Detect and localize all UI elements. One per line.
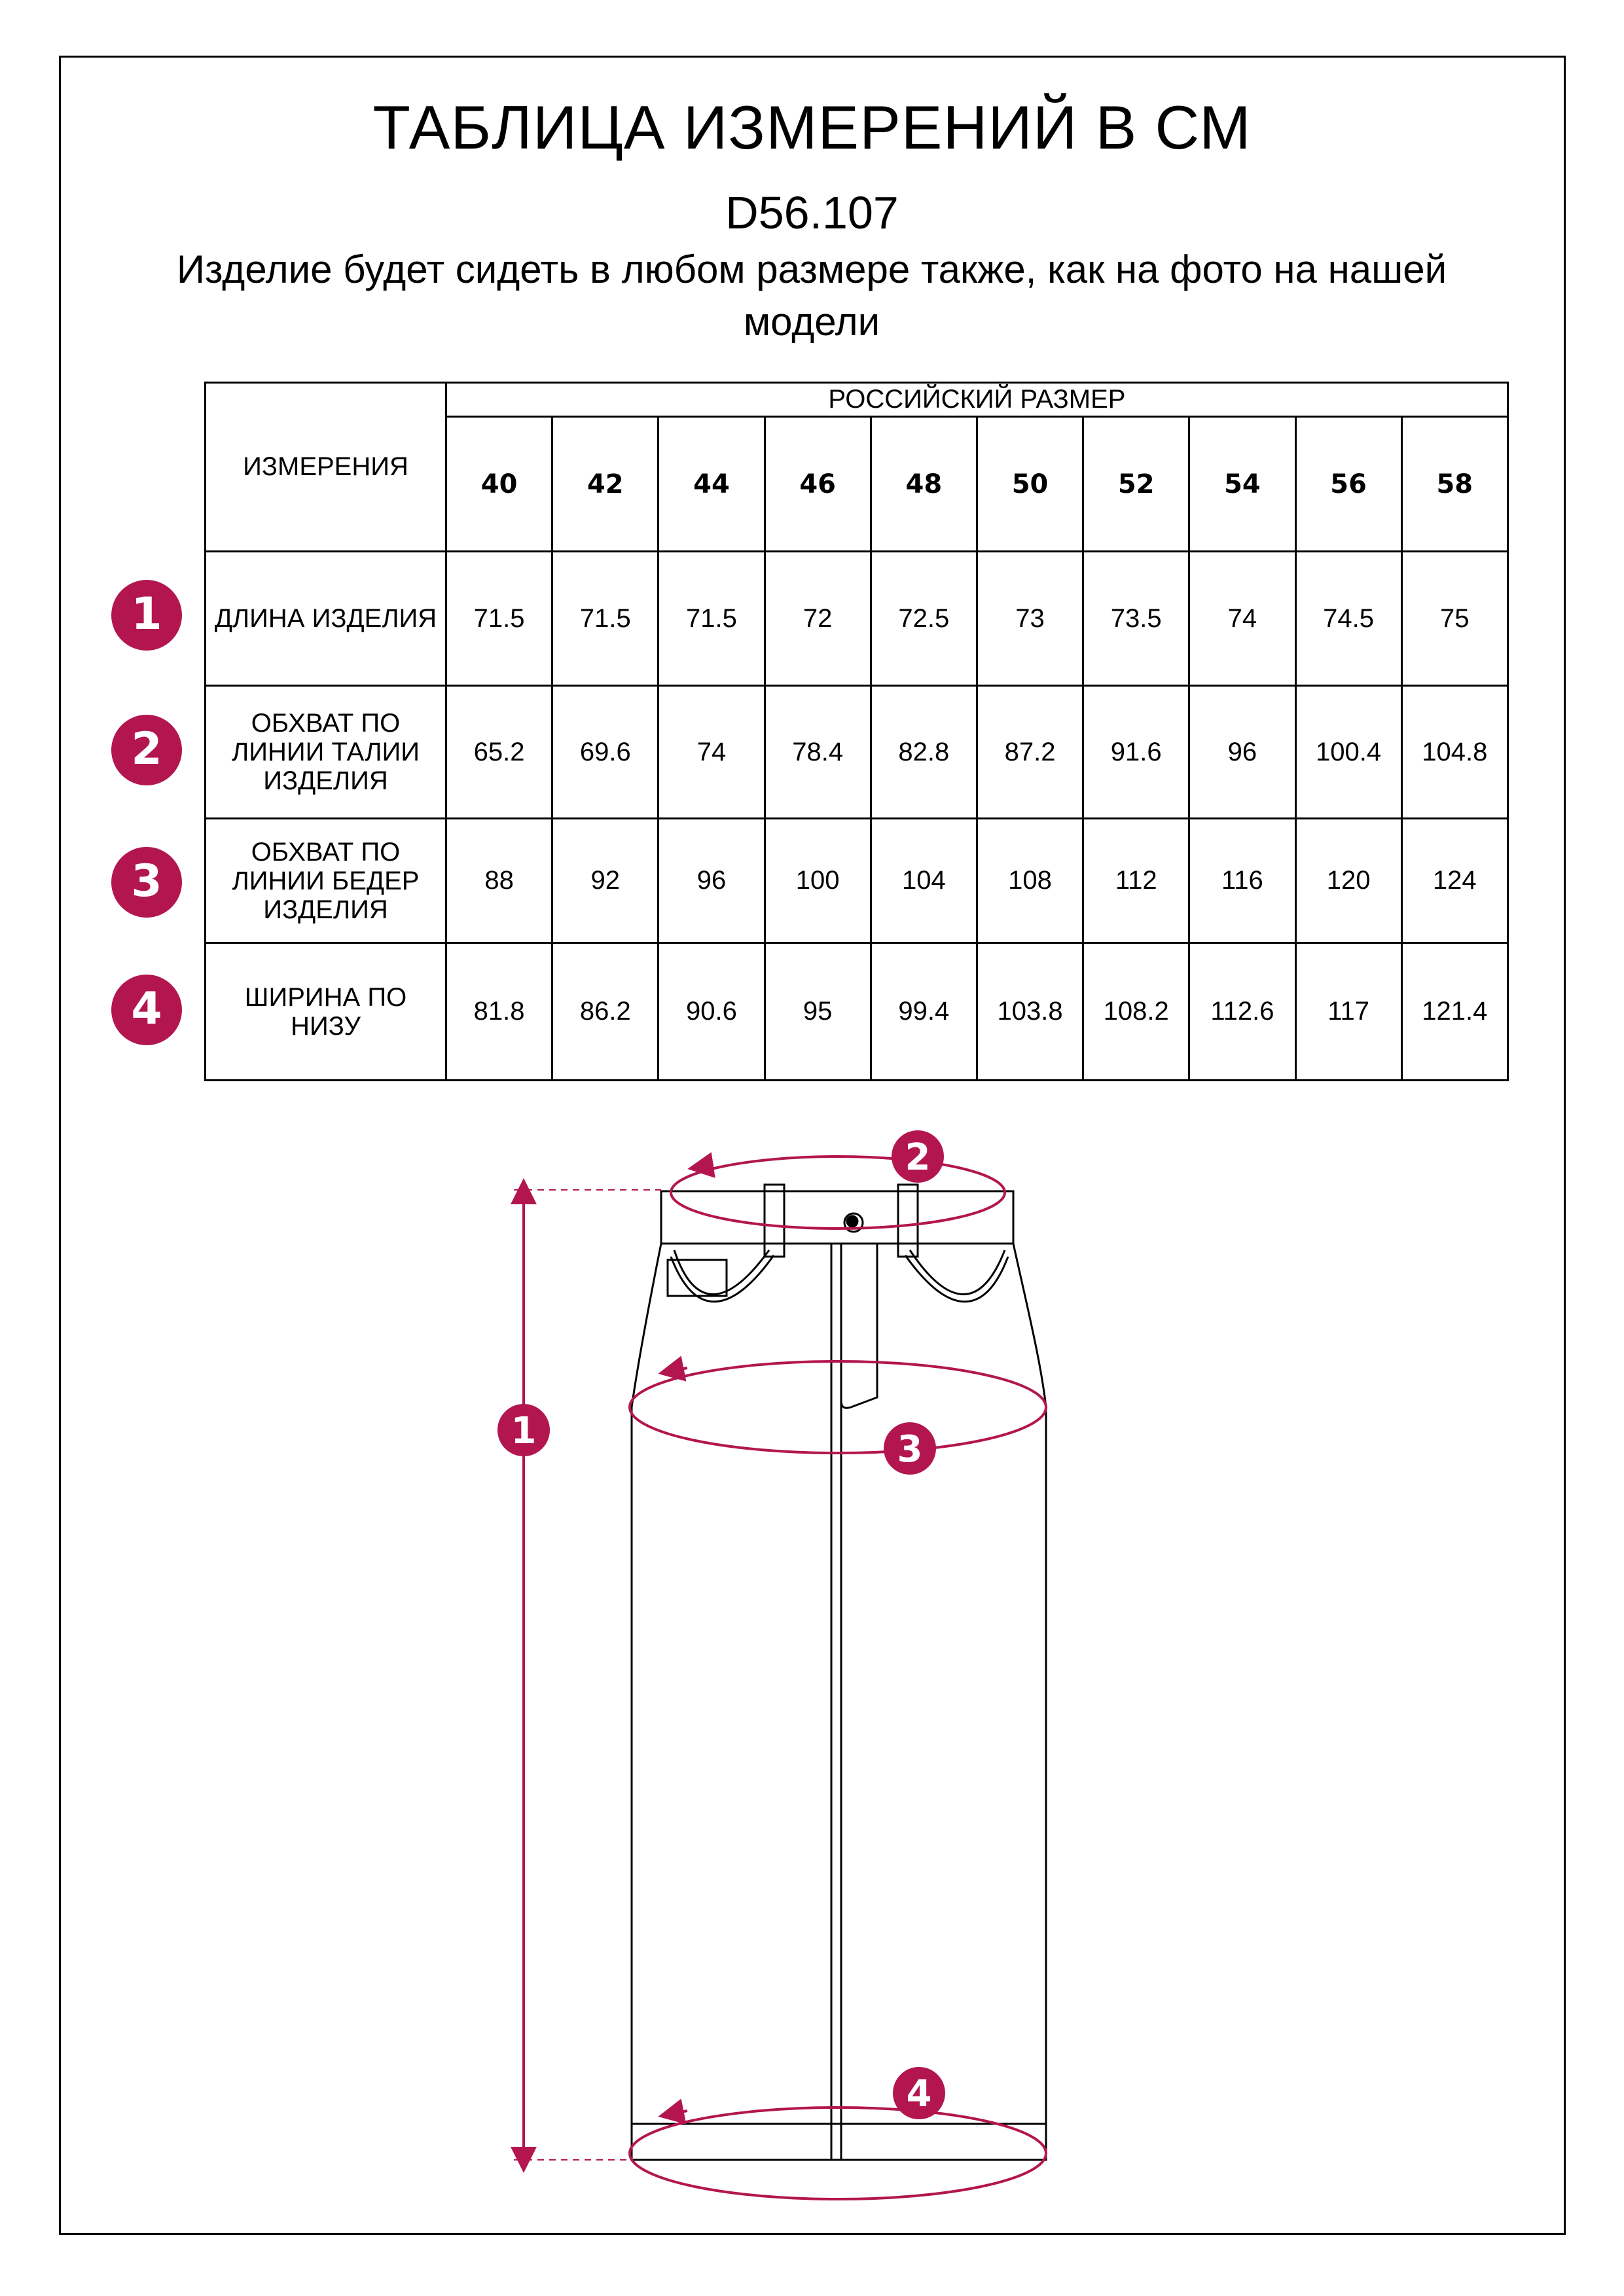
value-cell: 104.8 [1401,686,1507,819]
value-cell: 74 [659,686,765,819]
size-header-46: 46 [765,417,871,552]
value-cell: 96 [659,819,765,943]
skirt-outline [632,1185,1046,2160]
value-cell: 71.5 [446,552,552,686]
fit-note: Изделие будет сидеть в любом размере также, как на фото на нашей модели [176,247,1447,344]
diagram-marker-4 [893,2067,945,2119]
value-cell: 120 [1295,819,1401,943]
size-header-58: 58 [1401,417,1507,552]
row-number-badge: 3 [111,847,182,918]
diagram-marker-1 [497,1404,550,1456]
value-cell: 90.6 [659,943,765,1081]
size-header-40: 40 [446,417,552,552]
value-cell: 72 [765,552,871,686]
value-cell: 78.4 [765,686,871,819]
value-cell: 104 [871,819,977,943]
size-header-54: 54 [1189,417,1295,552]
value-cell: 87.2 [977,686,1083,819]
value-cell: 96 [1189,686,1295,819]
value-cell: 112 [1083,819,1189,943]
size-header-52: 52 [1083,417,1189,552]
size-header-42: 42 [552,417,659,552]
value-cell: 103.8 [977,943,1083,1081]
value-cell: 100 [765,819,871,943]
value-cell: 108 [977,819,1083,943]
value-cell: 88 [446,819,552,943]
measure-label: ОБХВАТ ПО ЛИНИИ БЕДЕР ИЗДЕЛИЯ [206,819,446,943]
value-cell: 86.2 [552,943,659,1081]
value-cell: 124 [1401,819,1507,943]
value-cell: 74.5 [1295,552,1401,686]
value-cell: 75 [1401,552,1507,686]
hem-ellipse [630,2108,1046,2199]
value-cell: 71.5 [552,552,659,686]
row-number-badge: 2 [111,715,182,785]
measure-marks [514,1157,1046,2199]
size-group-header: РОССИЙСКИЙ РАЗМЕР [446,383,1508,417]
value-cell: 91.6 [1083,686,1189,819]
value-cell: 73 [977,552,1083,686]
value-cell: 72.5 [871,552,977,686]
diagram-marker-3 [884,1422,936,1475]
value-cell: 81.8 [446,943,552,1081]
value-cell: 117 [1295,943,1401,1081]
value-cell: 116 [1189,819,1295,943]
size-header-44: 44 [659,417,765,552]
size-header-48: 48 [871,417,977,552]
value-cell: 73.5 [1083,552,1189,686]
value-cell: 121.4 [1401,943,1507,1081]
waist-ellipse [671,1157,1005,1229]
hip-ellipse [630,1361,1046,1453]
size-header-56: 56 [1295,417,1401,552]
value-cell: 74 [1189,552,1295,686]
value-cell: 65.2 [446,686,552,819]
svg-text:1: 1 [511,1410,537,1452]
measure-label: ДЛИНА ИЗДЕЛИЯ [206,552,446,686]
size-header-50: 50 [977,417,1083,552]
measure-header: ИЗМЕРЕНИЯ [206,383,446,552]
value-cell: 92 [552,819,659,943]
value-cell: 69.6 [552,686,659,819]
value-cell: 71.5 [659,552,765,686]
article-number: D56.107 [725,187,899,238]
measure-label: ОБХВАТ ПО ЛИНИИ ТАЛИИ ИЗДЕЛИЯ [206,686,446,819]
value-cell: 108.2 [1083,943,1189,1081]
value-cell: 95 [765,943,871,1081]
page-title: ТАБЛИЦА ИЗМЕРЕНИЙ В СМ [372,93,1252,162]
value-cell: 82.8 [871,686,977,819]
svg-text:3: 3 [897,1428,923,1471]
svg-text:4: 4 [906,2073,932,2115]
value-cell: 100.4 [1295,686,1401,819]
diagram-marker-2 [892,1130,944,1183]
row-number-badge: 1 [111,580,182,651]
value-cell: 112.6 [1189,943,1295,1081]
row-number-badge: 4 [111,975,182,1045]
svg-text:2: 2 [905,1136,931,1179]
measure-label: ШИРИНА ПО НИЗУ [206,943,446,1081]
value-cell: 99.4 [871,943,977,1081]
